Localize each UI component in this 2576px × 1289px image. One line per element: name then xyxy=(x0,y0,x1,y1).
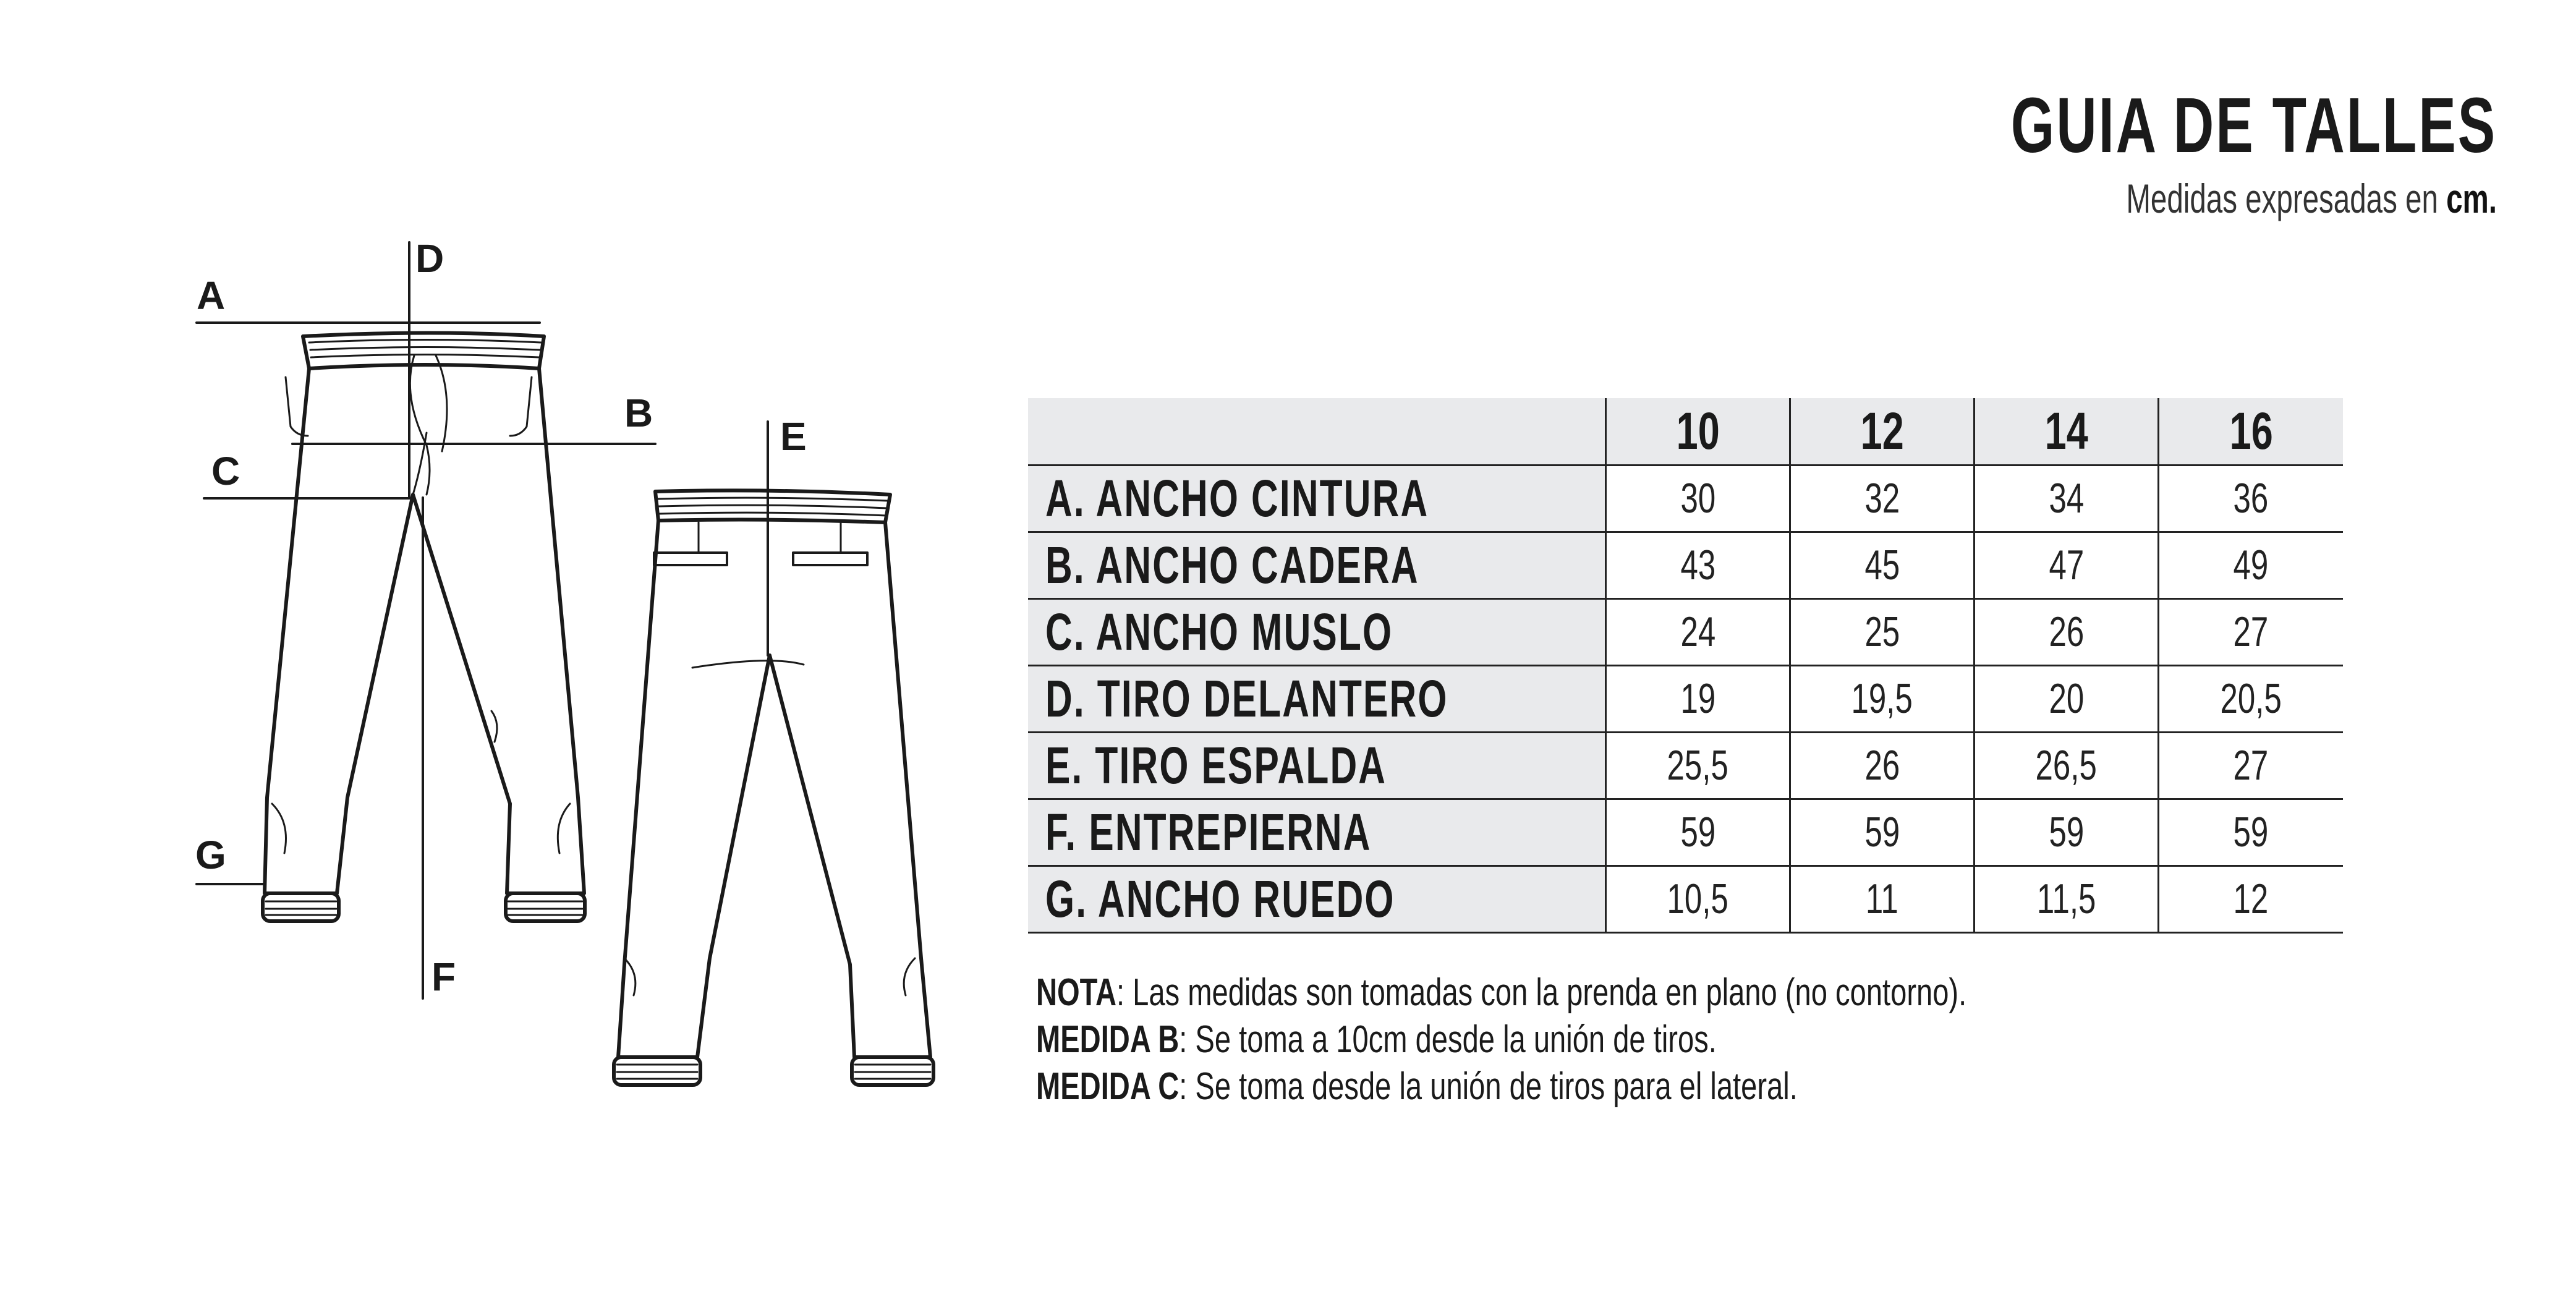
label-c: C xyxy=(211,449,240,493)
cell-value: 24 xyxy=(1606,598,1790,665)
drawstring xyxy=(410,355,447,495)
table-row xyxy=(1028,732,2343,799)
page-subtitle xyxy=(2011,178,2497,219)
table-row xyxy=(1028,866,2343,932)
header-empty-cell xyxy=(1028,398,1606,465)
cell-value: 10,5 xyxy=(1606,866,1790,932)
size-column-header: 14 xyxy=(1975,398,2159,465)
row-label: C. ANCHO MUSLO xyxy=(1028,598,1606,665)
size-header-row xyxy=(1028,398,2343,465)
note-medida-b: MEDIDA B: Se toma a 10cm desde la unión de tiros. xyxy=(1036,1018,1717,1061)
cell-value: 45 xyxy=(1790,532,1975,598)
cell-value: 12 xyxy=(2159,866,2343,932)
cell-value: 34 xyxy=(1975,465,2159,532)
size-column-header: 12 xyxy=(1790,398,1975,465)
row-label: D. TIRO DELANTERO xyxy=(1028,665,1606,732)
front-cuff-right xyxy=(506,893,585,921)
row-label: A. ANCHO CINTURA xyxy=(1028,465,1606,532)
cell-value: 26,5 xyxy=(1975,732,2159,799)
row-label: B. ANCHO CADERA xyxy=(1028,532,1606,598)
cell-value: 11,5 xyxy=(1975,866,2159,932)
cell-value: 26 xyxy=(1790,732,1975,799)
label-a: A xyxy=(197,273,226,318)
cell-value: 59 xyxy=(1975,799,2159,866)
subtitle-text: Medidas expresadas en xyxy=(2126,176,2438,221)
cell-value: 20 xyxy=(1975,665,2159,732)
cell-value: 19,5 xyxy=(1790,665,1975,732)
note-medida-c: MEDIDA C: Se toma desde la unión de tiros para el lateral. xyxy=(1036,1065,1798,1108)
row-label: G. ANCHO RUEDO xyxy=(1028,866,1606,932)
notes xyxy=(1036,969,2261,1110)
table-row xyxy=(1028,799,2343,866)
size-table xyxy=(1028,398,2343,934)
label-f: F xyxy=(431,955,456,999)
cell-value: 59 xyxy=(1606,799,1790,866)
label-e: E xyxy=(780,414,807,459)
row-label: F. ENTREPIERNA xyxy=(1028,799,1606,866)
cell-value: 47 xyxy=(1975,532,2159,598)
cell-value: 32 xyxy=(1790,465,1975,532)
cell-value: 59 xyxy=(2159,799,2343,866)
size-column-header: 10 xyxy=(1606,398,1790,465)
cell-value: 25,5 xyxy=(1606,732,1790,799)
back-pocket-right xyxy=(793,553,867,565)
cell-value: 27 xyxy=(2159,598,2343,665)
cell-value: 59 xyxy=(1790,799,1975,866)
cell-value: 27 xyxy=(2159,732,2343,799)
cell-value: 19 xyxy=(1606,665,1790,732)
unit-label: cm. xyxy=(2446,176,2497,221)
table-row xyxy=(1028,665,2343,732)
label-d: D xyxy=(415,236,444,281)
front-waistband xyxy=(303,333,544,369)
header xyxy=(1822,82,2497,221)
row-label: E. TIRO ESPALDA xyxy=(1028,732,1606,799)
page-title: GUIA DE TALLES xyxy=(2010,82,2497,169)
cell-value: 49 xyxy=(2159,532,2343,598)
note-general: NOTA: Las medidas son tomadas con la prenda en plano (no contorno). xyxy=(1036,971,1967,1014)
front-cuff-left xyxy=(263,893,339,921)
label-b: B xyxy=(624,391,653,435)
table-row xyxy=(1028,465,2343,532)
back-pocket-left xyxy=(654,553,727,565)
pants-back-view xyxy=(614,490,933,1085)
cell-value: 30 xyxy=(1606,465,1790,532)
table-row xyxy=(1028,532,2343,598)
cell-value: 11 xyxy=(1790,866,1975,932)
table-row xyxy=(1028,598,2343,665)
cell-value: 36 xyxy=(2159,465,2343,532)
cell-value: 20,5 xyxy=(2159,665,2343,732)
back-leg-outline xyxy=(618,521,930,1057)
label-g: G xyxy=(195,833,226,877)
cell-value: 26 xyxy=(1975,598,2159,665)
pants-diagram xyxy=(0,0,989,1289)
cell-value: 25 xyxy=(1790,598,1975,665)
cell-value: 43 xyxy=(1606,532,1790,598)
size-column-header: 16 xyxy=(2159,398,2343,465)
